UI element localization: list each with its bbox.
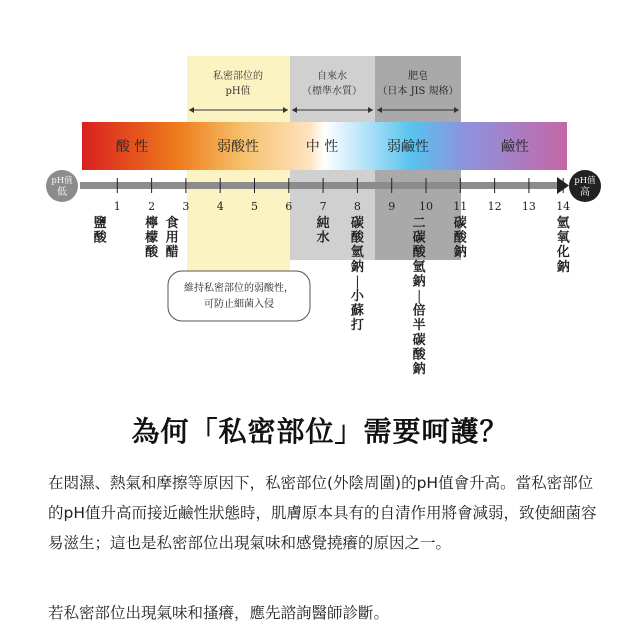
ph-high-label-2: 高 [580,187,590,198]
intimate-range-label-1: 私密部位的 [213,71,263,82]
alkali-band-label: 鹼性 [501,139,529,155]
section-heading: 為何「私密部位」需要呵護？ [131,415,509,448]
example-label-1: 鹽酸 [93,216,107,246]
tick-label-2: 2 [148,200,156,213]
example-label-5: 碳酸氫鈉|小蘇打 [350,216,364,334]
tap-water-range-label-2: （標準水質） [302,86,362,97]
acid-band-label: 酸 性 [115,139,149,155]
intimate-range-label-2: pH值 [225,86,251,97]
tick-label-14: 14 [556,200,571,213]
example-label-2: 檸檬酸 [145,216,159,261]
tick-label-1: 1 [113,200,121,213]
ph-high-label-1: pH值 [574,176,596,186]
example-label-3: 食用醋 [165,216,179,261]
tick-label-7: 7 [319,200,327,213]
soap-range-label-2: （日本 JIS 規格） [377,86,459,97]
tick-label-9: 9 [388,200,396,213]
weak-alkali-band-label: 弱鹼性 [387,139,429,155]
example-label-7: 碳酸鈉 [453,216,467,261]
ph-low-label-2: 低 [57,187,67,198]
callout-box [168,271,310,321]
soap-range-label-1: 肥皂 [408,71,428,82]
tick-label-8: 8 [353,200,361,213]
tap-water-range-label-1: 自來水 [317,71,347,82]
neutral-band-label: 中 性 [305,139,339,155]
body-paragraph-1: 在悶濕、熱氣和摩擦等原因下，私密部位(外陰周圍)的pH值會升高。當私密部位的pH值升高而接近鹼性狀態時，肌膚原本具有的自清作用將會減弱，致使細菌容易滋生；這也是私密部位出現氣味和感覺撓癢的原因之一。 [48,474,597,552]
tick-label-12: 12 [487,200,502,213]
tick-label-4: 4 [216,200,224,213]
ph-low-label-1: pH值 [51,176,73,186]
tick-label-10: 10 [419,200,433,213]
tick-label-6: 6 [285,200,293,213]
callout-line-2: 可防止細菌入侵 [204,299,274,310]
weak-acid-band-label: 弱酸性 [217,139,259,155]
tick-label-13: 13 [521,200,536,213]
example-label-6: 二碳酸氫鈉|倍半碳酸鈉 [412,216,426,377]
example-label-4: 純水 [316,216,330,246]
tick-label-5: 5 [251,200,258,213]
example-label-8: 氫氧化鈉 [556,216,570,275]
callout-line-1: 維持私密部位的弱酸性， [184,283,294,294]
tick-label-11: 11 [453,200,468,213]
tick-label-3: 3 [182,200,190,213]
body-paragraph-2: 若私密部位出現氣味和搔癢，應先諮詢醫師診斷。 [48,604,390,622]
